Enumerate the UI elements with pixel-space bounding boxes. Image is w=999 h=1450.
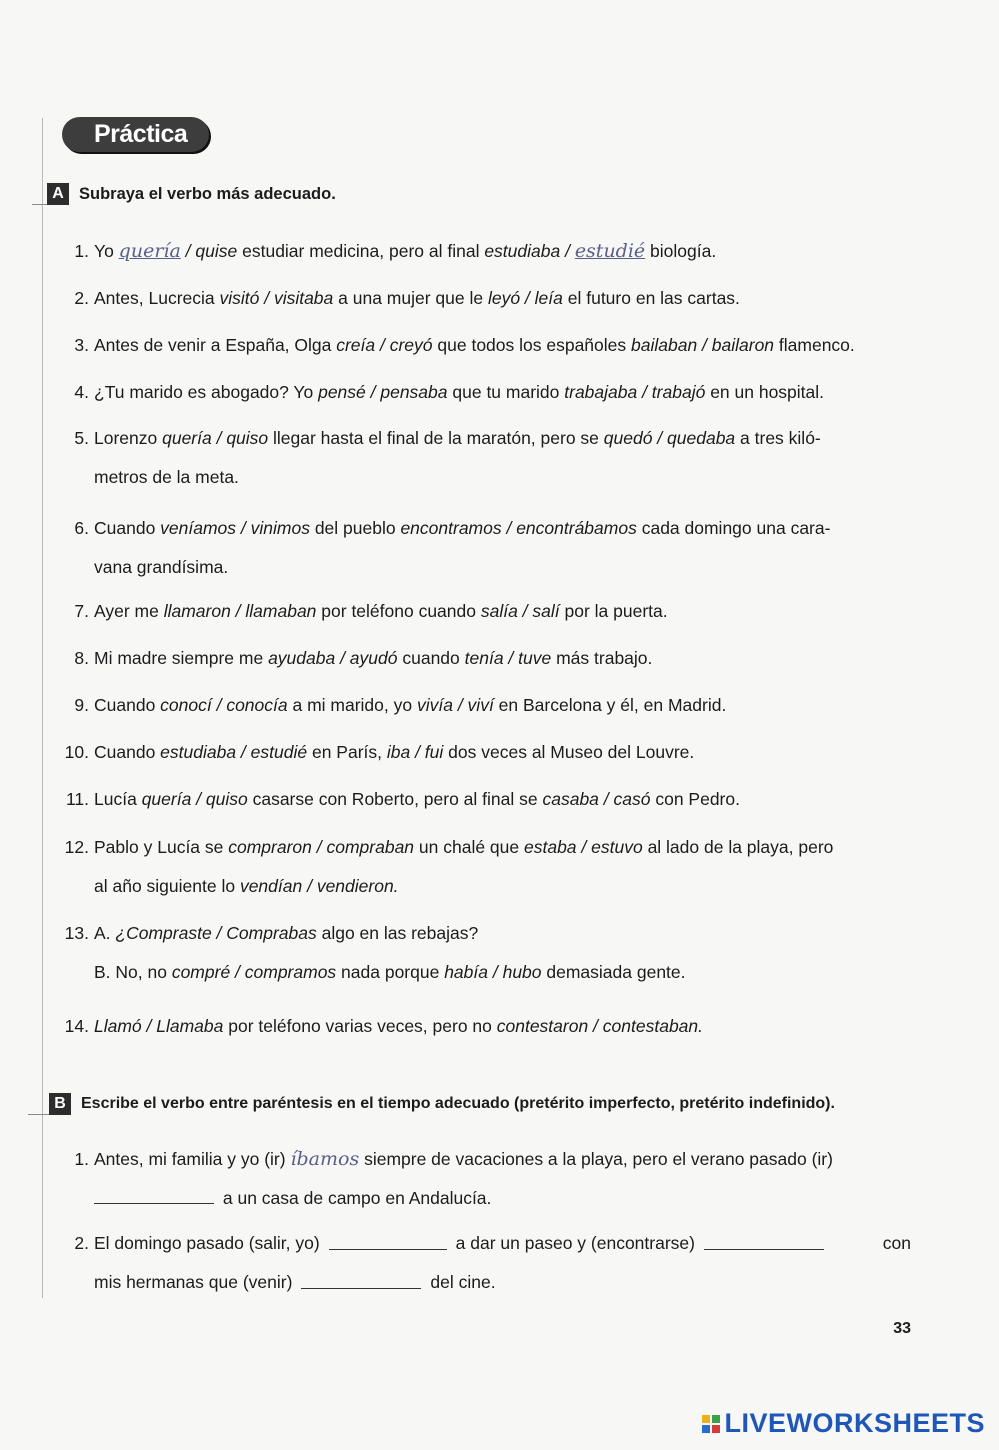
verb-options[interactable]: estudiaba / [484, 241, 575, 261]
item-text: biología. [645, 241, 717, 261]
liveworksheets-logo [702, 1408, 985, 1439]
exercise-item [58, 509, 911, 587]
item-text: demasiada gente. [541, 962, 686, 982]
item-text: Antes, Lucrecia [94, 288, 220, 308]
item-text: Cuando [94, 742, 161, 762]
section-b-letter: B [49, 1093, 71, 1115]
item-text: Lorenzo [94, 428, 163, 448]
verb-options[interactable]: quedó / quedaba [603, 428, 736, 448]
verb-options[interactable]: salía / salí [480, 601, 560, 621]
handwritten-answer: íbamos [290, 1148, 360, 1170]
item-text: Pablo y Lucía se [94, 837, 229, 857]
verb-options[interactable]: leyó / leía [487, 288, 563, 308]
item-number: 13. [64, 923, 89, 943]
item-number: 5. [74, 428, 89, 448]
exercise-item [58, 828, 911, 906]
item-text: Lucía [94, 789, 142, 809]
verb-options[interactable]: pensé / pensaba [318, 382, 448, 402]
logo-icon [702, 1415, 720, 1433]
item-text: en París, [307, 742, 387, 762]
item-text: del cine. [430, 1272, 496, 1292]
item-text: en un hospital. [705, 382, 825, 402]
exercise-item [58, 914, 911, 992]
verb-options[interactable]: conocí / conocía [160, 695, 288, 715]
verb-options[interactable]: tenía / tuve [464, 648, 552, 668]
item-text: llegar hasta el final de la maratón, pero se [268, 428, 604, 448]
item-number: 1. [74, 1149, 89, 1169]
exercise-item [58, 232, 911, 271]
section-b-item-2 [58, 1224, 911, 1302]
item-text: por teléfono varias veces, pero no [223, 1016, 497, 1036]
item-number: 8. [74, 648, 89, 668]
exercise-item [58, 733, 911, 772]
item-text: por teléfono cuando [316, 601, 481, 621]
margin-line [42, 118, 43, 1298]
verb-options[interactable]: / quise [180, 241, 238, 261]
verb-options[interactable]: bailaban / bailaron [631, 335, 775, 355]
item-text: casarse con Roberto, pero al final se [247, 789, 543, 809]
item-text: Antes, mi familia y yo (ir) [94, 1149, 291, 1169]
item-number: 2. [74, 1233, 89, 1253]
page-number: 33 [893, 1320, 911, 1337]
item-text: A. [94, 923, 116, 943]
item-text: El domingo pasado (salir, yo) [94, 1233, 320, 1253]
verb-options[interactable]: trabajaba / trabajó [564, 382, 706, 402]
item-text: Ayer me [94, 601, 164, 621]
verb-options[interactable]: encontramos / encontrábamos [400, 518, 637, 538]
answer-blank[interactable] [301, 1287, 421, 1289]
verb-options[interactable]: Llamó / Llamaba [94, 1016, 224, 1036]
item-text: ¿Tu marido es abogado? Yo [94, 382, 319, 402]
item-text: Mi madre siempre me [94, 648, 269, 668]
item-text: por la puerta. [559, 601, 668, 621]
exercise-item [58, 686, 911, 725]
item-text: mis hermanas que (venir) [94, 1272, 293, 1292]
item-text: Cuando [94, 518, 161, 538]
item-text: un chalé que [414, 837, 524, 857]
section-b-instruction: Escribe el verbo entre paréntesis en el tiempo adecuado (pretérito imperfecto, pretérito indefinido). [81, 1095, 835, 1112]
item-number: 7. [74, 601, 89, 621]
item-number: 1. [74, 241, 89, 261]
item-text: del pueblo [309, 518, 401, 538]
verb-options[interactable]: contestaron / contestaban. [496, 1016, 703, 1036]
verb-options[interactable]: ayudaba / ayudó [268, 648, 398, 668]
verb-options[interactable]: estudiaba / estudié [160, 742, 308, 762]
item-text: a mi marido, yo [287, 695, 417, 715]
item-text: algo en las rebajas? [316, 923, 479, 943]
section-a-instruction: Subraya el verbo más adecuado. [79, 184, 336, 203]
exercise-item [58, 419, 911, 497]
verb-options[interactable]: vendían / vendieron. [239, 876, 399, 896]
item-continuation: metros de la meta. [94, 467, 239, 487]
verb-options[interactable]: quería / quiso [141, 789, 248, 809]
item-text: B. No, no [94, 962, 172, 982]
verb-options[interactable]: casaba / casó [542, 789, 651, 809]
item-number: 3. [74, 335, 89, 355]
item-text: más trabajo. [551, 648, 653, 668]
answer-blank[interactable] [94, 1202, 214, 1204]
item-text: Antes de venir a España, Olga [94, 335, 337, 355]
exercise-item [58, 373, 911, 412]
verb-options[interactable]: había / hubo [444, 962, 542, 982]
item-text: Cuando [94, 695, 161, 715]
item-text: con Pedro. [650, 789, 740, 809]
item-number: 2. [74, 288, 89, 308]
item-text: a tres kiló- [735, 428, 821, 448]
verb-options[interactable]: veníamos / vinimos [160, 518, 310, 538]
item-text: a un casa de campo en Andalucía. [222, 1188, 492, 1208]
verb-options[interactable]: estaba / estuvo [524, 837, 643, 857]
item-number: 11. [65, 789, 89, 809]
exercise-item [58, 639, 911, 678]
verb-options[interactable]: creía / creyó [336, 335, 433, 355]
verb-options[interactable]: ¿Compraste / Comprabas [115, 923, 317, 943]
section-b-header [49, 1093, 835, 1115]
section-b-item-1 [58, 1140, 911, 1218]
handwritten-answer: estudié [574, 240, 646, 262]
verb-options[interactable]: compraron / compraban [228, 837, 415, 857]
item-text: nada porque [336, 962, 445, 982]
item-text: al lado de la playa, pero [642, 837, 834, 857]
item-number: 9. [74, 695, 89, 715]
item-text: en Barcelona y él, en Madrid. [493, 695, 727, 715]
item-text: que todos los españoles [432, 335, 632, 355]
item-text: Yo [94, 241, 119, 261]
item-number: 6. [74, 518, 89, 538]
item-continuation [58, 867, 911, 906]
item-text: a dar un paseo y (encontrarse) [455, 1233, 695, 1253]
item-number: 14. [64, 1016, 89, 1036]
item-text: con [882, 1233, 911, 1253]
answer-blank[interactable] [329, 1248, 447, 1250]
verb-options[interactable]: quería / quiso [162, 428, 269, 448]
logo-text: LIVEWORKSHEETS [724, 1408, 985, 1438]
handwritten-answer: quería [118, 240, 181, 262]
item-text: al año siguiente lo [94, 876, 240, 896]
exercise-item [58, 279, 911, 318]
item-text: flamenco. [774, 335, 855, 355]
item-text: siempre de vacaciones a la playa, pero el verano pasado (ir) [359, 1149, 833, 1169]
item-text: dos veces al Museo del Louvre. [443, 742, 695, 762]
item-number: 4. [74, 382, 89, 402]
verb-options[interactable]: vivía / viví [416, 695, 494, 715]
exercise-item [58, 326, 911, 365]
exercise-item [58, 592, 911, 631]
item-text: el futuro en las cartas. [562, 288, 740, 308]
item-continuation: vana grandísima. [94, 557, 229, 577]
item-text: a una mujer que le [333, 288, 488, 308]
item-continuation [58, 953, 911, 992]
verb-options[interactable]: llamaron / llamaban [163, 601, 317, 621]
item-text: cada domingo una cara- [636, 518, 831, 538]
exercise-item [58, 1007, 911, 1046]
item-text: que tu marido [447, 382, 565, 402]
item-number: 10. [64, 742, 89, 762]
answer-blank[interactable] [704, 1248, 824, 1250]
item-text: estudiar medicina, pero al final [237, 241, 485, 261]
item-text: cuando [397, 648, 465, 668]
section-a-letter: A [47, 183, 69, 205]
verb-options[interactable]: visitó / visitaba [219, 288, 334, 308]
verb-options[interactable]: iba / fui [386, 742, 444, 762]
section-a-header [47, 183, 336, 205]
verb-options[interactable]: compré / compramos [171, 962, 337, 982]
section-title-pill: Práctica [62, 117, 209, 152]
exercise-item [58, 780, 911, 819]
item-number: 12. [64, 837, 89, 857]
